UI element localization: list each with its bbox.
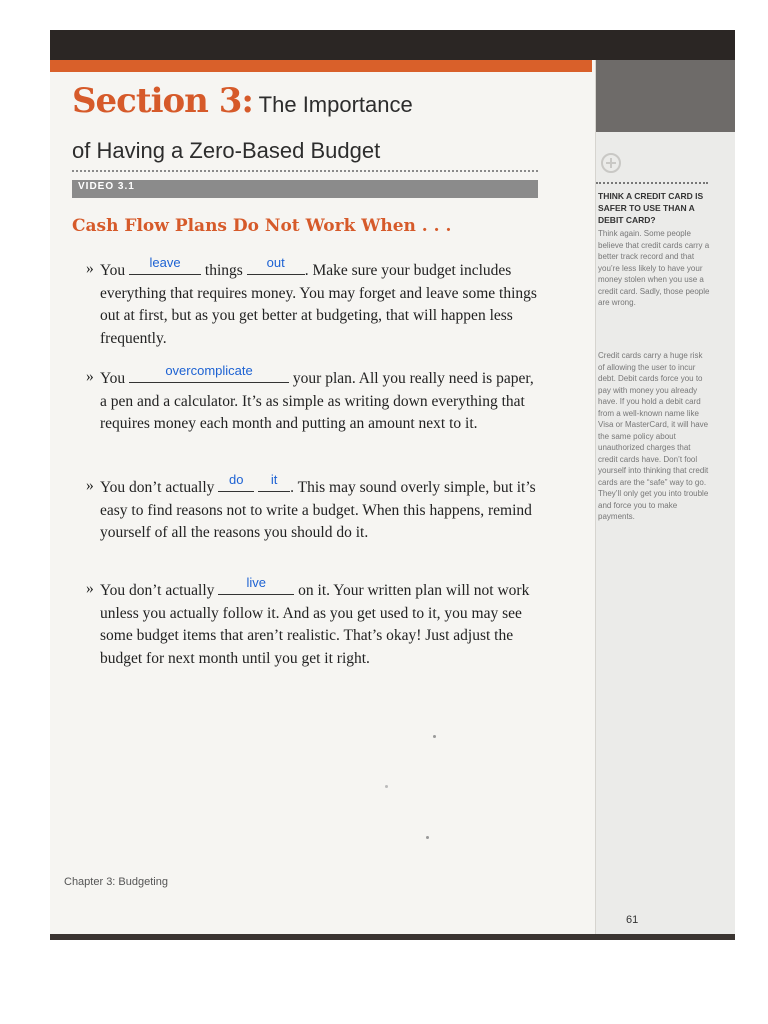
section-number: Section 3: (72, 81, 253, 121)
answer-fill: out (266, 255, 285, 270)
orange-top-bar (50, 60, 592, 72)
bullet-item-3 (86, 472, 538, 545)
answer-fill: do (229, 472, 244, 487)
dotted-divider (72, 170, 538, 172)
bullet-text: You (100, 262, 130, 279)
plus-circle-icon (601, 153, 621, 173)
chapter-footer: Chapter 3: Budgeting (64, 876, 168, 888)
answer-blank (247, 255, 305, 275)
bullet-item-2 (86, 363, 538, 436)
bullet-text: You don’t actually (100, 479, 219, 496)
sidebar-paragraph-2: Credit cards carry a huge risk of allowing the user to incur debt. Debit cards force you to pay with money you already have. If you hold a debit card from a well-known name like Visa or MasterCard, it will have the same policy about unauthorized charges that credit cards have. Don’t fool yourself into thinking that credit cards are the “safe” way to go. They’ll only get you into trouble and force you to make payments. (598, 351, 709, 521)
answer-blank (129, 255, 201, 275)
answer-fill: leave (149, 255, 181, 270)
bullet-text: You don’t actually (100, 582, 219, 599)
page-number: 61 (626, 914, 639, 926)
answer-blank (218, 575, 294, 595)
scan-speck (385, 785, 388, 788)
answer-blank (258, 472, 290, 492)
bullet-item-1 (86, 255, 538, 350)
chevron-icon: » (86, 477, 94, 494)
section-title (72, 81, 532, 121)
bullet-text: . This may sound overly simple, but it’s easy to find reasons not to write a budget. When this happens, remind yourself of all the reasons you should do it. (100, 479, 536, 541)
bullet-item-4 (86, 575, 538, 670)
sidebar-header-band (596, 60, 735, 132)
video-bar (72, 180, 538, 198)
section-heading: Cash Flow Plans Do Not Work When . . . (72, 216, 452, 236)
answer-blank (129, 363, 289, 383)
bullet-text: your plan. All you really need is paper, a pen and a calculator. It’s as simple as writing down everything that requires money each month and putting an amount next to it. (100, 370, 534, 432)
bullet-text: on it. Your written plan will not work unless you actually follow it. And as you get used to it, you may see some budget items that aren’t realistic. That’s okay! Just adjust the budget for next month until you get it right. (100, 582, 530, 667)
answer-blank (218, 472, 254, 492)
bullet-text: . Make sure your budget includes everything that requires money. You may forget and leave some things out at first, but as you get better at budgeting, that will happen less frequently. (100, 262, 537, 347)
bullet-text: You (100, 370, 130, 387)
scan-speck (426, 836, 429, 839)
scan-speck (433, 735, 436, 738)
answer-fill: live (246, 575, 267, 590)
chevron-icon: » (86, 260, 94, 277)
sidebar-paragraph-1: Think again. Some people believe that credit cards carry a better track record and that you’re less likely to have your money stolen when you use a credit card. Sadly, those people are wrong. (598, 229, 710, 307)
scan-top-edge (50, 30, 735, 60)
scan-bottom-edge (50, 934, 735, 940)
answer-fill: it (270, 472, 278, 487)
video-label: VIDEO 3.1 (78, 181, 135, 192)
sidebar-title: THINK A CREDIT CARD IS SAFER TO USE THAN A DEBIT CARD? (598, 191, 704, 225)
section-title-line2: of Having a Zero-Based Budget (72, 138, 381, 163)
sidebar-dotted-divider (596, 182, 708, 184)
bullet-text: things (201, 262, 247, 279)
section-title-line1: The Importance (252, 92, 413, 117)
chevron-icon: » (86, 580, 94, 597)
answer-fill: overcomplicate (165, 363, 253, 378)
chevron-icon: » (86, 368, 94, 385)
